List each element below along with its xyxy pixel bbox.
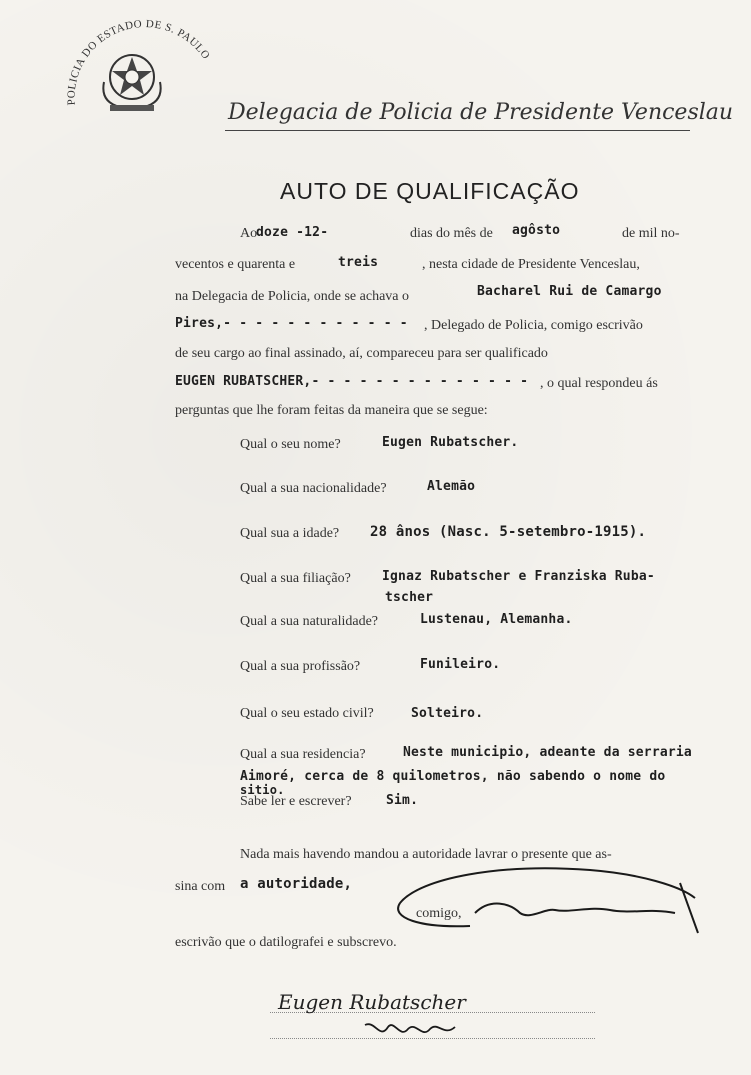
intro-month: agôsto xyxy=(512,223,561,238)
intro-subject-name: EUGEN RUBATSCHER,- - - - - - - - - - - - - - xyxy=(175,374,529,389)
intro-l2-a: vecentos e quarenta e xyxy=(175,257,296,272)
second-signature xyxy=(360,1015,470,1045)
signer-signature: Eugen Rubatscher xyxy=(278,990,466,1014)
answer-age: 28 ânos (Nasc. 5-setembro-1915). xyxy=(370,524,647,540)
closing-l2-typed: a autoridade, xyxy=(240,876,353,892)
svg-text:POLICIA DO ESTADO DE S. PAULO xyxy=(65,18,212,106)
answer-birthplace: Lustenau, Alemanha. xyxy=(420,612,573,627)
answer-residence-cont2: sitio. xyxy=(240,783,285,797)
question-marital-status: Qual o seu estado civil? xyxy=(240,706,374,721)
intro-l5: de seu cargo ao final assinado, aí, compareceu para ser qualificado xyxy=(175,346,548,361)
closing-l3: escrivão que o datilografei e subscrevo. xyxy=(175,935,397,950)
intro-delegate-name-cont: Pires,- - - - - - - - - - - - xyxy=(175,316,408,331)
intro-delegate-name: Bacharel Rui de Camargo xyxy=(477,284,662,299)
state-seal-icon xyxy=(50,5,235,145)
intro-year: treis xyxy=(338,255,379,270)
office-header: Delegacia de Policia de Presidente Venceslau xyxy=(228,100,734,125)
intro-l2-b: , nesta cidade de Presidente Venceslau, xyxy=(422,257,640,272)
intro-l1-c: de mil no- xyxy=(622,226,680,241)
answer-residence: Neste municipio, adeante da serraria xyxy=(403,745,692,760)
clerk-signature xyxy=(380,858,720,938)
intro-l7: perguntas que lhe foram feitas da maneira que se segue: xyxy=(175,403,488,418)
answer-parents: Ignaz Rubatscher e Franziska Ruba- xyxy=(382,569,655,584)
closing-l1: Nada mais havendo mandou a autoridade lavrar o presente que as- xyxy=(240,847,612,862)
answer-residence-cont: Aimoré, cerca de 8 quilometros, não sabendo o nome do xyxy=(240,769,666,784)
question-residence: Qual a sua residencia? xyxy=(240,747,366,762)
answer-nationality: Alemão xyxy=(427,479,476,494)
question-age: Qual sua a idade? xyxy=(240,526,340,541)
closing-comigo: comigo, xyxy=(416,906,462,921)
intro-l1-a: Ao xyxy=(240,226,258,241)
answer-literacy: Sim. xyxy=(386,793,419,808)
intro-l1-b: dias do mês de xyxy=(410,226,493,241)
question-birthplace: Qual a sua naturalidade? xyxy=(240,614,378,629)
question-nationality: Qual a sua nacionalidade? xyxy=(240,481,387,496)
answer-name: Eugen Rubatscher. xyxy=(382,435,519,450)
header-rule xyxy=(225,130,690,131)
question-parents: Qual a sua filiação? xyxy=(240,571,351,586)
document-title: AUTO DE QUALIFICAÇÃO xyxy=(280,178,580,204)
answer-marital-status: Solteiro. xyxy=(411,706,484,721)
question-profession: Qual a sua profissão? xyxy=(240,659,361,674)
question-literacy: Sabe ler e escrever? xyxy=(240,794,352,809)
closing-l2-a: sina com xyxy=(175,879,226,894)
seal-ring-text: POLICIA DO ESTADO DE S. PAULO xyxy=(65,18,213,106)
question-name: Qual o seu nome? xyxy=(240,437,341,452)
intro-l4-b: , Delegado de Policia, comigo escrivão xyxy=(424,318,643,333)
intro-l6-b: , o qual respondeu ás xyxy=(540,376,658,391)
answer-profession: Funileiro. xyxy=(420,657,501,672)
intro-l3-a: na Delegacia de Policia, onde se achava o xyxy=(175,289,410,304)
answer-parents-cont: tscher xyxy=(385,590,434,605)
intro-day: doze -12- xyxy=(256,225,329,240)
